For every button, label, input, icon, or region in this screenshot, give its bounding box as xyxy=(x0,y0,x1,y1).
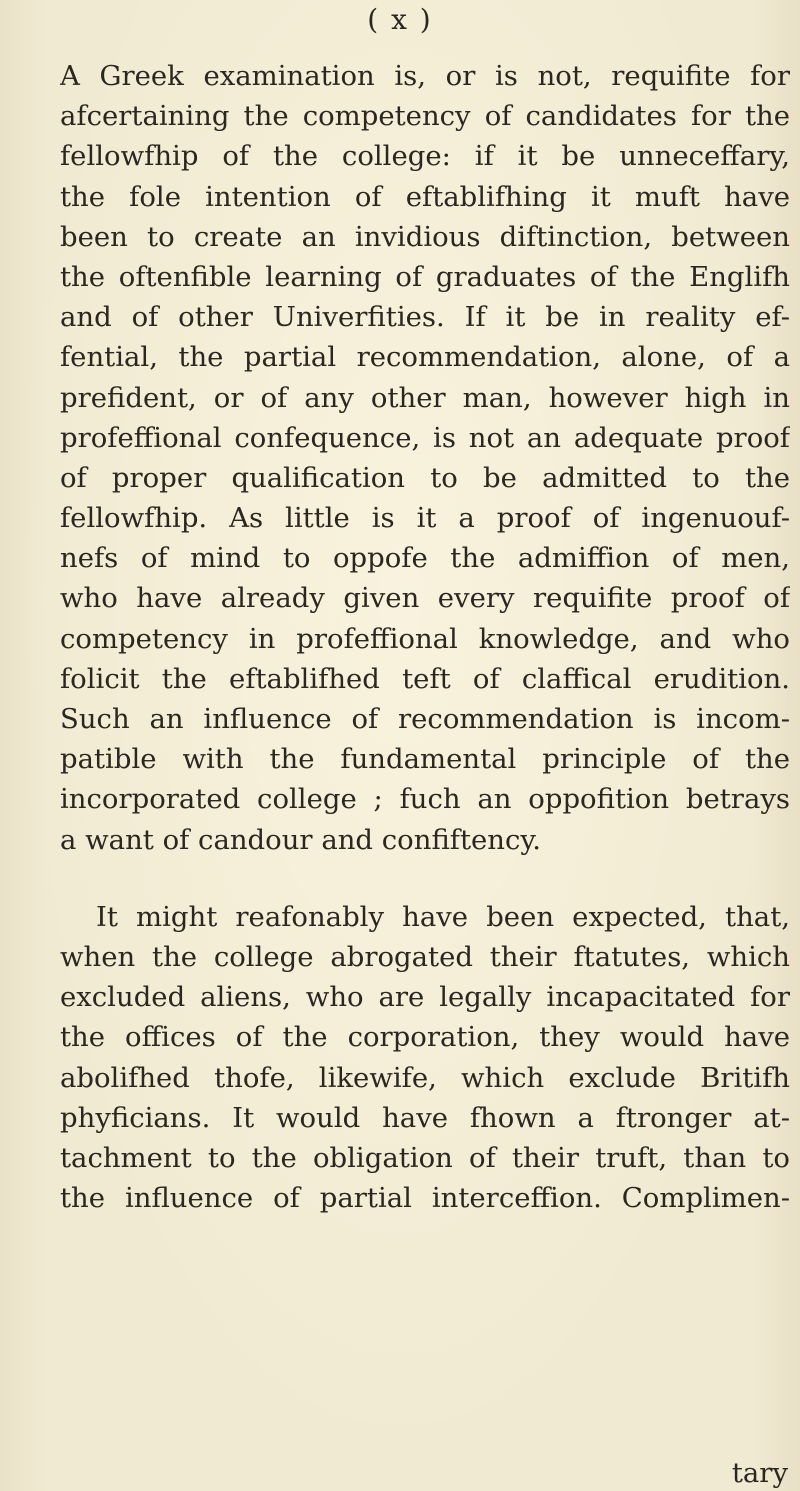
text-line: profeffional confequence, is not an adequate proof xyxy=(60,421,790,454)
text-line: afcertaining the competency of candidates for the xyxy=(60,100,790,133)
text-line: a want of candour and confiftency. xyxy=(60,823,542,856)
text-line: when the college abrogated their ftatutes, which xyxy=(60,940,790,973)
text-line: Such an influence of recommendation is incom- xyxy=(60,703,790,735)
paragraph-2 xyxy=(60,897,790,1219)
text-line: abolifhed thofe, likewife, which exclude Britifh xyxy=(60,1061,790,1094)
text-line: fellowfhip of the college: if it be unneceffary, xyxy=(60,140,790,173)
paragraph-gap xyxy=(60,860,790,897)
text-line: of proper qualification to be admitted to the xyxy=(60,461,790,494)
text-line: fellowfhip. As little is it a proof of ingenuouf- xyxy=(60,502,790,535)
text-line: the influence of partial interceffion. Complimen- xyxy=(60,1182,790,1215)
text-line: A Greek examination is, or is not, requifite for xyxy=(60,60,790,92)
text-line: phyficians. It would have fhown a ftronger at- xyxy=(60,1101,790,1134)
body-text xyxy=(60,56,790,1218)
catchword: tary xyxy=(731,1457,788,1489)
text-line: tachment to the obligation of their truft, than to xyxy=(60,1141,790,1174)
text-line: who have already given every requifite proof of xyxy=(60,582,790,615)
text-line: the offices of the corporation, they would have xyxy=(60,1021,790,1054)
text-line: prefident, or of any other man, however high in xyxy=(60,381,790,414)
text-line: It might reafonably have been expected, that, xyxy=(96,900,790,933)
text-line: and of other Univerfities. If it be in reality ef- xyxy=(60,301,790,334)
page-number: ( x ) xyxy=(367,3,433,36)
text-line: been to create an invidious diftinction, between xyxy=(60,220,790,253)
text-line: excluded aliens, who are legally incapacitated for xyxy=(60,981,790,1014)
text-line: folicit the eftablifhed teft of claffical erudition. xyxy=(60,662,790,695)
text-line: fential, the partial recommendation, alone, of a xyxy=(60,341,790,374)
text-line: incorporated college ; fuch an oppofition betrays xyxy=(60,783,790,816)
text-line: the oftenfible learning of graduates of the Englifh xyxy=(60,260,790,293)
text-line: patible with the fundamental principle of the xyxy=(60,743,790,776)
paragraph-1 xyxy=(60,56,790,860)
text-line: competency in profeffional knowledge, and who xyxy=(60,622,790,655)
text-line: nefs of mind to oppofe the admiffion of men, xyxy=(60,542,790,575)
text-line: the fole intention of eftablifhing it muft have xyxy=(60,180,790,213)
